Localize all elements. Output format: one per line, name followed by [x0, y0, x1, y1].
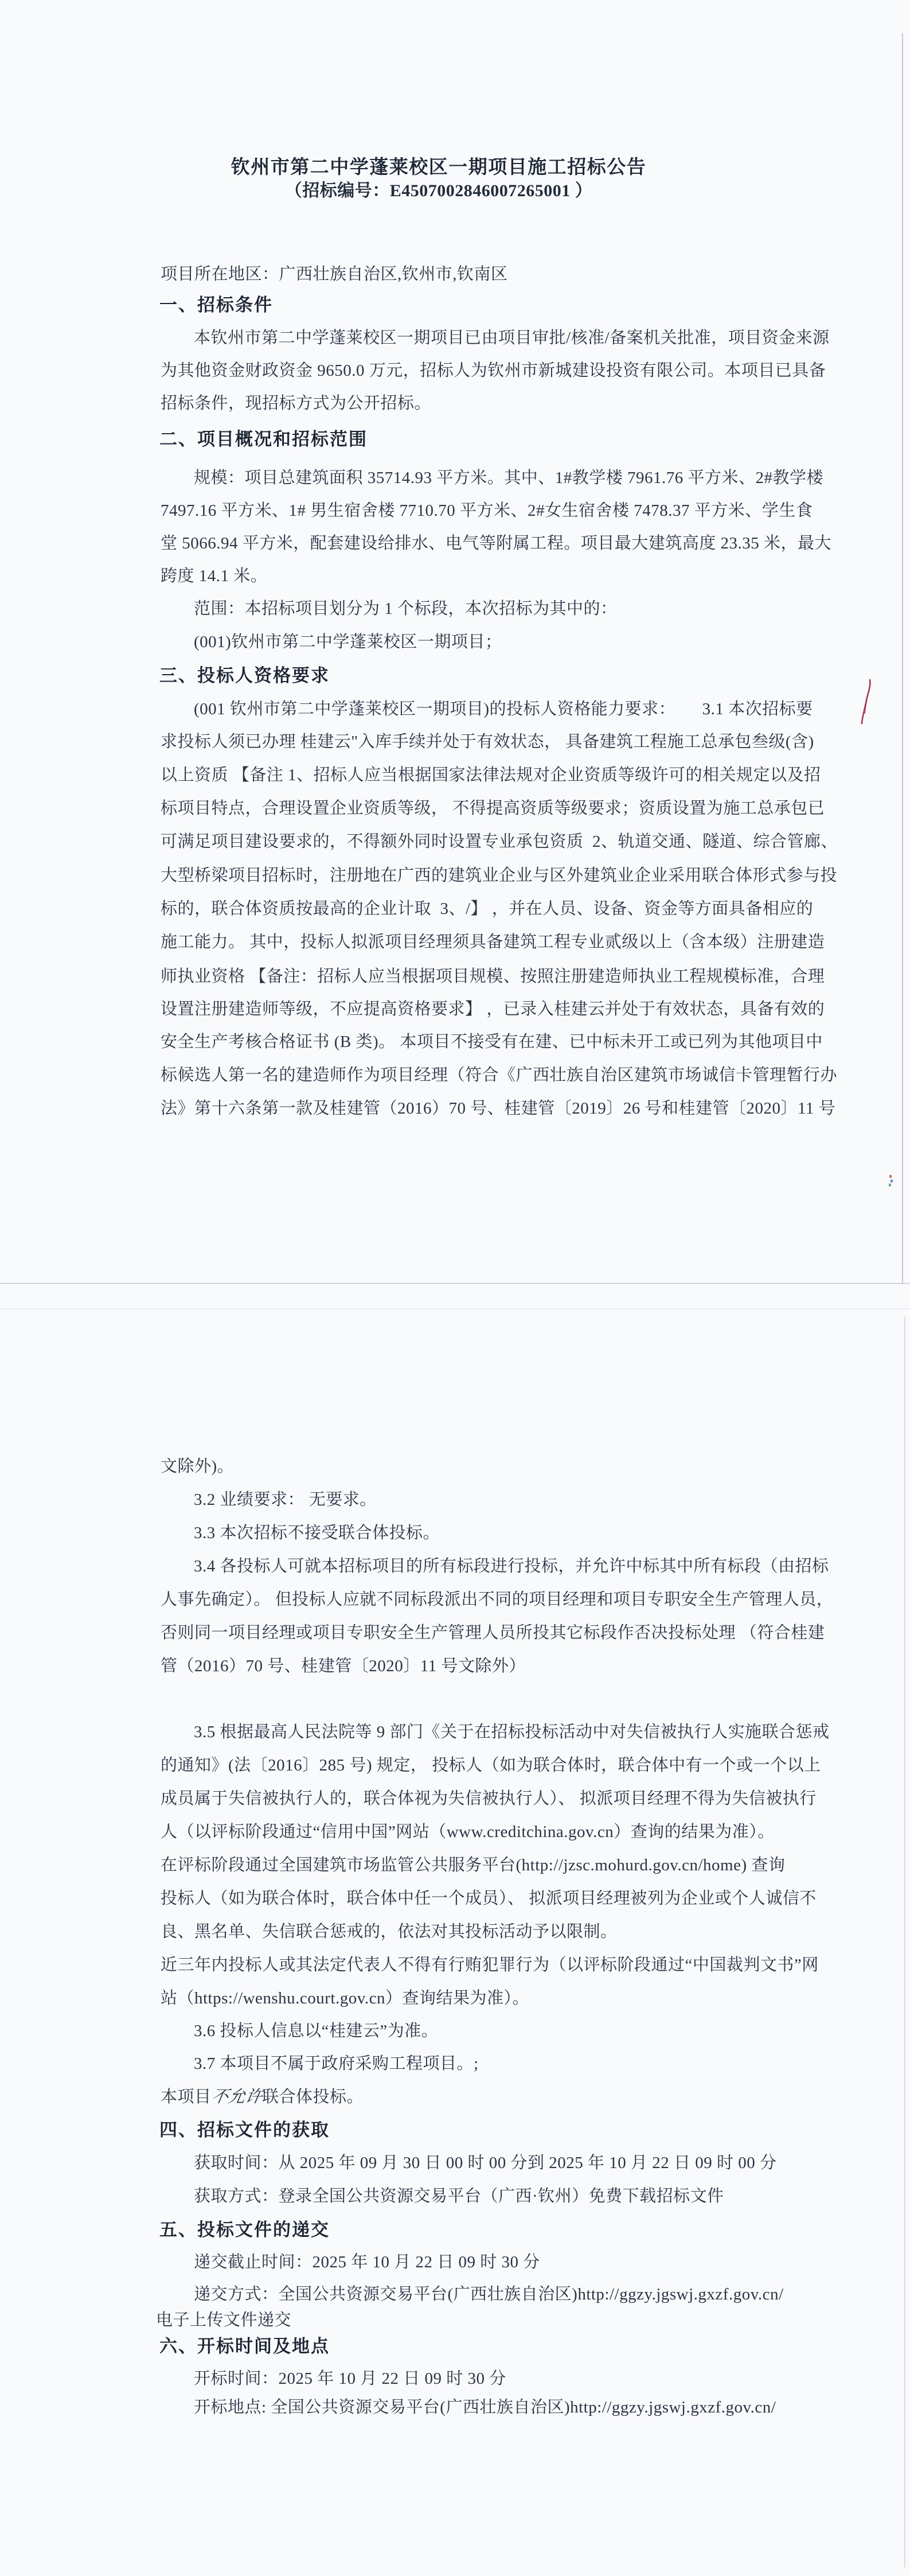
- doc-line: 标的，联合体资质按最高的企业计取 3、/】 ，并在人员、设备、资金等方面具备相应的: [161, 900, 814, 918]
- doc-line: 递交截止时间：2025 年 10 月 22 日 09 时 30 分: [194, 2253, 540, 2271]
- doc-line: 标项目特点，合理设置企业资质等级， 不得提高资质等级要求；资质设置为施工总承包已: [161, 799, 825, 818]
- doc-line: 3.5 根据最高人民法院等 9 部门《关于在招标投标活动中对失信被执行人实施联合惩戒: [194, 1723, 830, 1741]
- doc-line: 获取时间：从 2025 年 09 月 30 日 00 时 00 分到 2025 年 10 月 22 日 09 时 00 分: [194, 2154, 777, 2172]
- text-fragment: 联合体投标。: [262, 2088, 364, 2106]
- page2-right-edge: [904, 1317, 905, 2567]
- doc-line: 开标时间：2025 年 10 月 22 日 09 时 30 分: [194, 2369, 506, 2388]
- doc-line: 站（https://wenshu.court.gov.cn）查询结果为准）。: [161, 1989, 529, 2007]
- doc-line: 标候选人第一名的建造师作为项目经理（符合《广西壮族自治区建筑市场诚信卡管理暂行办: [161, 1066, 838, 1084]
- doc-line: 三、投标人资格要求: [159, 666, 330, 686]
- doc-line: 四、招标文件的获取: [159, 2120, 330, 2140]
- doc-line: 堂 5066.94 平方米，配套建设给排水、电气等附属工程。项目最大建筑高度 23.35 米，最大: [161, 534, 832, 552]
- doc-line: 大型桥梁项目招标时，注册地在广西的建筑业企业与区外建筑业企业采用联合体形式参与投: [161, 866, 838, 885]
- doc-line: 电子上传文件递交: [156, 2311, 292, 2329]
- scan-speck: [889, 1175, 892, 1178]
- doc-line: 二、项目概况和招标范围: [159, 429, 368, 449]
- red-pen-mark: [860, 678, 874, 725]
- doc-line: 否则同一项目经理或项目专职安全生产管理人员所投其它标段作否决投标处理 （符合桂建: [161, 1624, 825, 1642]
- doc-line: 3.7 本项目不属于政府采购工程项目。;: [194, 2054, 479, 2073]
- doc-line: 递交方式：全国公共资源交易平台(广西壮族自治区)http://ggzy.jgswj.gxzf.gov.cn/: [194, 2285, 784, 2303]
- doc-line: 3.3 本次招标不接受联合体投标。: [194, 1524, 440, 1542]
- doc-line: 招标条件，现招标方式为公开招标。: [161, 394, 432, 413]
- scan-speck: [889, 1184, 891, 1186]
- doc-line: 成员属于失信被执行人的，联合体视为失信被执行人）、 拟派项目经理不得为失信被执行: [161, 1789, 817, 1808]
- doc-line: 人事先确定）。 但投标人应就不同标段派出不同的项目经理和项目专职安全生产管理人员，: [161, 1590, 834, 1609]
- doc-line: 五、投标文件的递交: [159, 2220, 330, 2240]
- doc-line: 3.4 各投标人可就本招标项目的所有标段进行投标，并允许中标其中所有标段（由招标: [194, 1557, 829, 1575]
- doc-line: 本钦州市第二中学蓬莱校区一期项目已由项目审批/核准/备案机关批准，项目资金来源: [194, 329, 830, 347]
- page-title: 钦州市第二中学蓬莱校区一期项目施工招标公告: [231, 157, 647, 178]
- tender-number: （招标编号：E4507002846007265001 ）: [284, 181, 593, 200]
- doc-line: 师执业资格 【备注：招标人应当根据项目规模、按照注册建造师执业工程规模标准，合理: [161, 967, 825, 986]
- doc-line: 范围：本招标项目划分为 1 个标段，本次招标为其中的：: [194, 600, 618, 618]
- doc-line: 求投标人须已办理 桂建云"入库手续并处于有效状态， 具备建筑工程施工总承包叁级(含): [161, 733, 814, 751]
- doc-line: 项目所在地区：广西壮族自治区,钦州市,钦南区: [161, 265, 508, 283]
- doc-line: 7497.16 平方米、1# 男生宿舍楼 7710.70 平方米、2#女生宿舍楼 7478.37 平方米、学生食: [161, 501, 813, 520]
- page-break-line: [0, 1283, 910, 1284]
- scan-speck: [891, 1180, 893, 1182]
- doc-line: 以上资质 【备注 1、招标人应当根据国家法律法规对企业资质等级许可的相关规定以及招: [161, 766, 821, 784]
- doc-line: 设置注册建造师等级，不应提高资格要求】 ，已录入桂建云并处于有效状态，具备有效的: [161, 1000, 825, 1018]
- doc-line: 一、招标条件: [159, 295, 273, 315]
- doc-line: 可满足项目建设要求的，不得额外同时设置专业承包资质 2、轨道交通、隧道、综合管廊、: [161, 832, 838, 851]
- doc-line: [161, 2088, 364, 2107]
- doc-line: 人（以评标阶段通过“信用中国”网站（www.creditchina.gov.cn）查询的结果为准）。: [161, 1823, 775, 1841]
- doc-line: (001)钦州市第二中学蓬莱校区一期项目；: [194, 633, 502, 651]
- doc-line: 良、黑名单、失信联合惩戒的，依法对其投标活动予以限制。: [161, 1923, 618, 1941]
- doc-line: 为其他资金财政资金 9650.0 万元，招标人为钦州市新城建设投资有限公司。本项目已具备: [161, 361, 826, 380]
- doc-line: 的通知》(法〔2016〕285 号) 规定， 投标人（如为联合体时，联合体中有一个或一个以上: [161, 1756, 821, 1775]
- page1-right-edge: [902, 33, 903, 1284]
- doc-line: 施工能力。 其中，投标人拟派项目经理须具备建筑工程专业贰级以上（含本级）注册建造: [161, 933, 825, 951]
- doc-line: 管（2016）70 号、桂建管〔2020〕11 号文除外）: [161, 1657, 526, 1675]
- doc-line: 在评标阶段通过全国建筑市场监管公共服务平台(http://jzsc.mohurd.gov.cn/home) 查询: [161, 1856, 786, 1874]
- doc-line: 规模：项目总建筑面积 35714.93 平方米。其中、1#教学楼 7961.76 平方米、2#教学楼: [194, 469, 824, 487]
- doc-line: 跨度 14.1 米。: [161, 567, 268, 585]
- doc-line: 开标地点: 全国公共资源交易平台(广西壮族自治区)http://ggzy.jgswj.gxzf.gov.cn/: [194, 2398, 776, 2417]
- doc-line: 3.2 业绩要求： 无要求。: [194, 1491, 377, 1509]
- doc-line: 六、开标时间及地点: [159, 2336, 330, 2356]
- text-fragment: 本项目: [161, 2088, 212, 2106]
- doc-line: 获取方式：登录全国公共资源交易平台（广西·钦州）免费下载招标文件: [194, 2187, 724, 2205]
- doc-line: 3.6 投标人信息以“桂建云”为准。: [194, 2022, 439, 2040]
- doc-line: 近三年内投标人或其法定代表人不得有行贿犯罪行为（以评标阶段通过“中国裁判文书”网: [161, 1956, 819, 1974]
- doc-line: (001 钦州市第二中学蓬莱校区一期项目)的投标人资格能力要求： 3.1 本次招标要: [194, 700, 813, 718]
- emphasized-text: 不允许: [209, 2088, 264, 2106]
- doc-line: 安全生产考核合格证书 (B 类)。 本项目不接受有在建、已中标未开工或已列为其他项目中: [161, 1033, 823, 1051]
- doc-line: 法》第十六条第一款及桂建管（2016）70 号、桂建管〔2019〕26 号和桂建管〔2020〕11 号: [161, 1099, 836, 1118]
- doc-line: 投标人（如为联合体时，联合体中任一个成员）、 拟派项目经理被列为企业或个人诚信不: [161, 1889, 817, 1908]
- doc-line: 文除外)。: [161, 1457, 235, 1476]
